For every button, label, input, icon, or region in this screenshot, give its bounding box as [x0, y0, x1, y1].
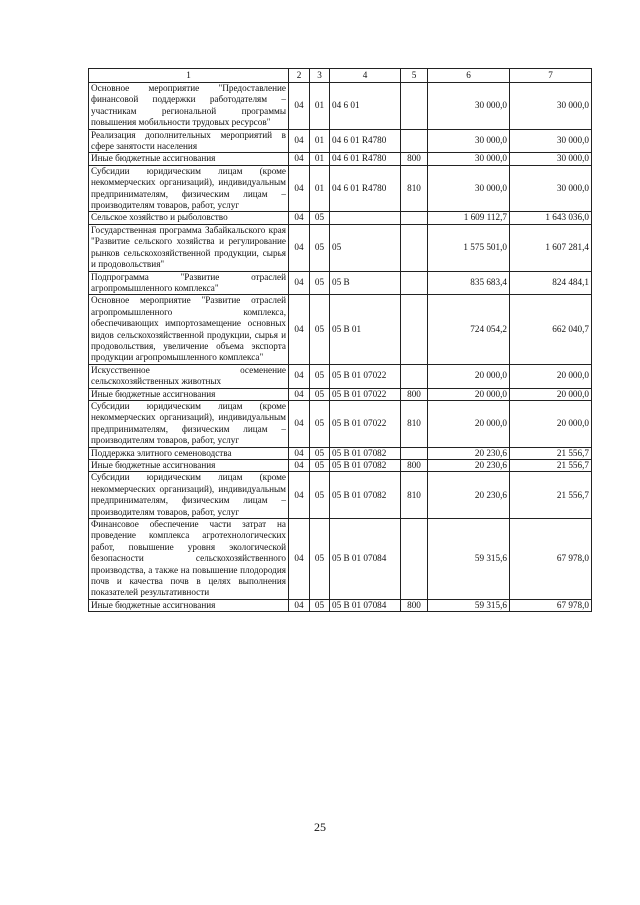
row-section-cell: 04	[289, 271, 310, 295]
row-name-cell: Финансовое обеспечение части затрат на проведение комплекса агротехнологических работ, повышение уровня экологической безопасности сельскохозяйственного производства, а также на повышение плодородия почв и качества почв в целях выполнения показателей результативности	[89, 519, 289, 600]
row-subsection-cell: 05	[310, 212, 330, 224]
table-row	[89, 83, 592, 130]
row-subsection-cell: 05	[310, 599, 330, 611]
row-section-cell: 04	[289, 153, 310, 165]
table-row	[89, 599, 592, 611]
row-name-cell: Субсидии юридическим лицам (кроме некоммерческих организаций), индивидуальным предпринимателям, физическим лицам – производителям товаров, работ, услуг	[89, 400, 289, 447]
table-row	[89, 364, 592, 388]
row-section-cell: 04	[289, 364, 310, 388]
row-amount-1-cell: 20 230,6	[428, 447, 510, 459]
row-name-cell: Искусственное осеменение сельскохозяйственных животных	[89, 364, 289, 388]
row-target-article-cell: 05 В 01 07082	[330, 447, 401, 459]
row-amount-1-cell: 20 000,0	[428, 388, 510, 400]
row-expense-type-cell	[401, 271, 428, 295]
row-section-cell: 04	[289, 212, 310, 224]
column-header: 5	[401, 69, 428, 83]
row-target-article-cell: 05 В 01 07022	[330, 388, 401, 400]
row-amount-1-cell: 30 000,0	[428, 153, 510, 165]
row-expense-type-cell: 800	[401, 388, 428, 400]
row-section-cell: 04	[289, 295, 310, 364]
row-subsection-cell: 01	[310, 83, 330, 130]
row-amount-1-cell: 20 230,6	[428, 472, 510, 519]
row-name-cell: Поддержка элитного семеноводства	[89, 447, 289, 459]
row-amount-1-cell: 1 609 112,7	[428, 212, 510, 224]
row-target-article-cell: 04 6 01 R4780	[330, 129, 401, 153]
row-amount-2-cell: 20 000,0	[510, 364, 592, 388]
row-expense-type-cell	[401, 364, 428, 388]
row-name-cell: Государственная программа Забайкальского края "Развитие сельского хозяйства и регулирование рынков сельскохозяйственной продукции, сырья и продовольствия"	[89, 224, 289, 271]
row-section-cell: 04	[289, 388, 310, 400]
row-section-cell: 04	[289, 165, 310, 212]
row-amount-2-cell: 30 000,0	[510, 165, 592, 212]
row-amount-2-cell: 30 000,0	[510, 129, 592, 153]
row-amount-1-cell: 835 683,4	[428, 271, 510, 295]
row-section-cell: 04	[289, 400, 310, 447]
row-amount-1-cell: 20 230,6	[428, 460, 510, 472]
table-header-row	[89, 69, 592, 83]
row-amount-1-cell: 59 315,6	[428, 599, 510, 611]
row-target-article-cell: 05	[330, 224, 401, 271]
row-section-cell: 04	[289, 224, 310, 271]
row-subsection-cell: 05	[310, 388, 330, 400]
row-expense-type-cell	[401, 212, 428, 224]
row-subsection-cell: 05	[310, 295, 330, 364]
row-target-article-cell: 05 В 01 07082	[330, 472, 401, 519]
column-header: 1	[89, 69, 289, 83]
row-expense-type-cell	[401, 224, 428, 271]
row-section-cell: 04	[289, 129, 310, 153]
row-amount-2-cell: 1 607 281,4	[510, 224, 592, 271]
row-expense-type-cell	[401, 447, 428, 459]
row-subsection-cell: 05	[310, 400, 330, 447]
row-amount-2-cell: 20 000,0	[510, 400, 592, 447]
row-target-article-cell: 05 В	[330, 271, 401, 295]
row-target-article-cell: 05 В 01 07022	[330, 400, 401, 447]
row-section-cell: 04	[289, 599, 310, 611]
row-target-article-cell: 04 6 01	[330, 83, 401, 130]
row-name-cell: Субсидии юридическим лицам (кроме некоммерческих организаций), индивидуальным предпринимателям, физическим лицам – производителям товаров, работ, услуг	[89, 472, 289, 519]
row-target-article-cell	[330, 212, 401, 224]
row-name-cell: Иные бюджетные ассигнования	[89, 153, 289, 165]
row-expense-type-cell	[401, 519, 428, 600]
row-expense-type-cell: 810	[401, 400, 428, 447]
row-amount-1-cell: 30 000,0	[428, 83, 510, 130]
row-amount-2-cell: 21 556,7	[510, 460, 592, 472]
row-amount-1-cell: 20 000,0	[428, 400, 510, 447]
row-expense-type-cell	[401, 83, 428, 130]
row-section-cell: 04	[289, 472, 310, 519]
row-subsection-cell: 05	[310, 364, 330, 388]
row-subsection-cell: 01	[310, 165, 330, 212]
row-amount-1-cell: 30 000,0	[428, 165, 510, 212]
table-row	[89, 400, 592, 447]
column-header: 4	[330, 69, 401, 83]
row-amount-2-cell: 1 643 036,0	[510, 212, 592, 224]
row-amount-2-cell: 30 000,0	[510, 83, 592, 130]
row-amount-2-cell: 20 000,0	[510, 388, 592, 400]
table-row	[89, 165, 592, 212]
row-name-cell: Иные бюджетные ассигнования	[89, 388, 289, 400]
row-amount-1-cell: 59 315,6	[428, 519, 510, 600]
row-name-cell: Реализация дополнительных мероприятий в сфере занятости населения	[89, 129, 289, 153]
table-row	[89, 129, 592, 153]
table-body	[89, 83, 592, 612]
row-amount-2-cell: 67 978,0	[510, 519, 592, 600]
row-target-article-cell: 05 В 01	[330, 295, 401, 364]
row-subsection-cell: 01	[310, 153, 330, 165]
row-amount-2-cell: 662 040,7	[510, 295, 592, 364]
table-row	[89, 519, 592, 600]
row-section-cell: 04	[289, 447, 310, 459]
row-target-article-cell: 04 6 01 R4780	[330, 153, 401, 165]
column-header: 2	[289, 69, 310, 83]
row-subsection-cell: 05	[310, 472, 330, 519]
row-expense-type-cell	[401, 129, 428, 153]
column-header: 3	[310, 69, 330, 83]
page-number: 25	[314, 820, 326, 834]
table-row	[89, 224, 592, 271]
row-expense-type-cell	[401, 295, 428, 364]
row-subsection-cell: 05	[310, 447, 330, 459]
row-expense-type-cell: 810	[401, 472, 428, 519]
row-amount-2-cell: 30 000,0	[510, 153, 592, 165]
row-amount-1-cell: 1 575 501,0	[428, 224, 510, 271]
table-row	[89, 153, 592, 165]
row-subsection-cell: 05	[310, 519, 330, 600]
row-amount-2-cell: 21 556,7	[510, 472, 592, 519]
row-section-cell: 04	[289, 519, 310, 600]
row-target-article-cell: 05 В 01 07022	[330, 364, 401, 388]
row-name-cell: Основное мероприятие "Развитие отраслей агропромышленного комплекса, обеспечивающих импортозамещение основных видов сельскохозяйственной продукции, сырья и продовольствия, увеличение объема экспорта продукции агропромышленного комплекса"	[89, 295, 289, 364]
row-target-article-cell: 05 В 01 07084	[330, 599, 401, 611]
row-name-cell: Субсидии юридическим лицам (кроме некоммерческих организаций), индивидуальным предпринимателям, физическим лицам – производителям товаров, работ, услуг	[89, 165, 289, 212]
row-subsection-cell: 05	[310, 224, 330, 271]
table-row	[89, 447, 592, 459]
row-subsection-cell: 05	[310, 460, 330, 472]
row-target-article-cell: 04 6 01 R4780	[330, 165, 401, 212]
row-subsection-cell: 01	[310, 129, 330, 153]
row-target-article-cell: 05 В 01 07084	[330, 519, 401, 600]
table-row	[89, 472, 592, 519]
table-row	[89, 460, 592, 472]
row-expense-type-cell: 800	[401, 460, 428, 472]
row-expense-type-cell: 800	[401, 153, 428, 165]
row-amount-1-cell: 724 054,2	[428, 295, 510, 364]
table-row	[89, 295, 592, 364]
row-name-cell: Сельское хозяйство и рыболовство	[89, 212, 289, 224]
row-subsection-cell: 05	[310, 271, 330, 295]
row-amount-1-cell: 20 000,0	[428, 364, 510, 388]
column-header: 6	[428, 69, 510, 83]
table-row	[89, 271, 592, 295]
row-amount-1-cell: 30 000,0	[428, 129, 510, 153]
row-target-article-cell: 05 В 01 07082	[330, 460, 401, 472]
row-name-cell: Иные бюджетные ассигнования	[89, 460, 289, 472]
row-amount-2-cell: 824 484,1	[510, 271, 592, 295]
row-expense-type-cell: 810	[401, 165, 428, 212]
row-name-cell: Иные бюджетные ассигнования	[89, 599, 289, 611]
column-header: 7	[510, 69, 592, 83]
table-row	[89, 212, 592, 224]
table-row	[89, 388, 592, 400]
row-expense-type-cell: 800	[401, 599, 428, 611]
row-section-cell: 04	[289, 460, 310, 472]
budget-table	[88, 68, 592, 612]
row-section-cell: 04	[289, 83, 310, 130]
row-amount-2-cell: 67 978,0	[510, 599, 592, 611]
row-name-cell: Подпрограмма "Развитие отраслей агропромышленного комплекса"	[89, 271, 289, 295]
row-amount-2-cell: 21 556,7	[510, 447, 592, 459]
row-name-cell: Основное мероприятие "Предоставление финансовой поддержки работодателям – участникам региональной программы повышения мобильности трудовых ресурсов"	[89, 83, 289, 130]
